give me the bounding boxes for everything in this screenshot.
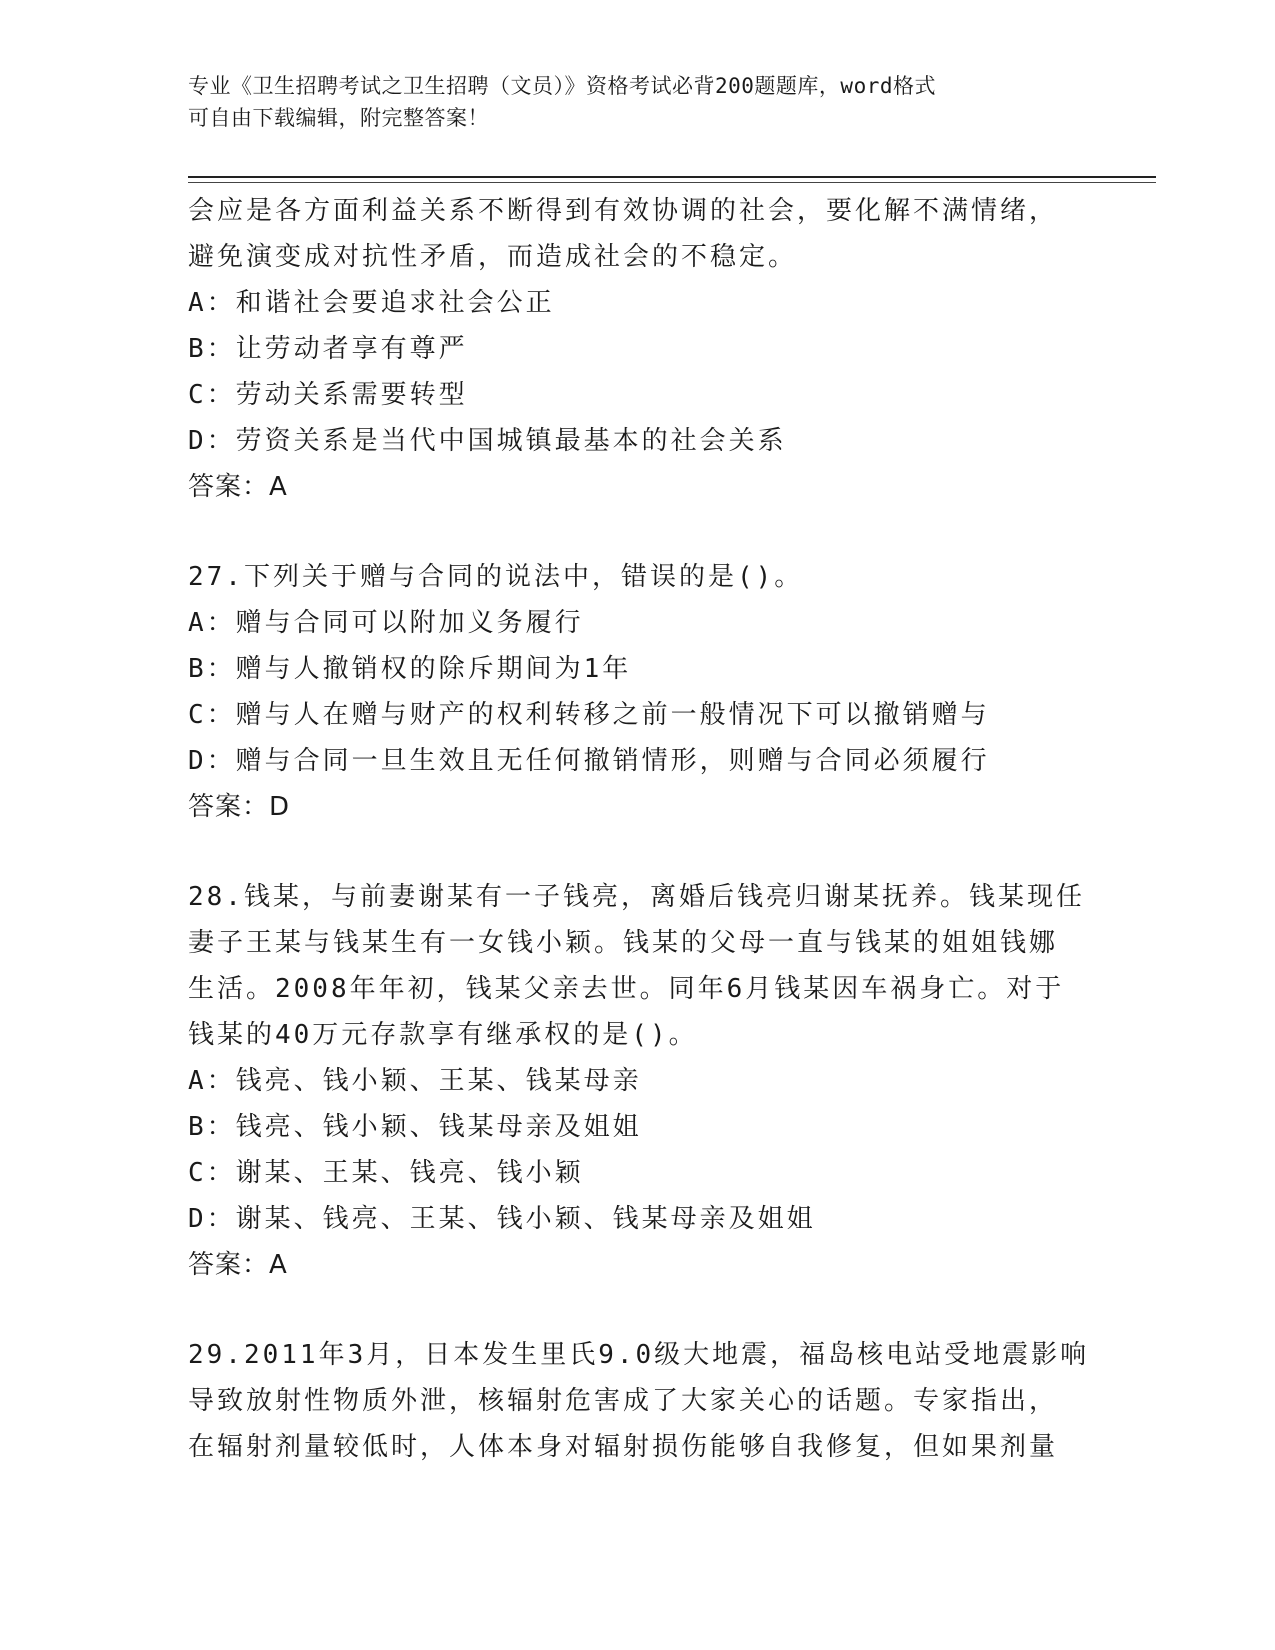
option-b: B：钱亮、钱小颖、钱某母亲及姐姐 (188, 1112, 642, 1142)
answer-label: 答案：D (188, 792, 291, 822)
question-stem-line: 生活。2008年年初，钱某父亲去世。同年6月钱某因车祸身亡。对于 (188, 974, 1065, 1004)
question-29 (188, 1332, 1148, 1470)
document-header (188, 70, 1088, 134)
question-stem-line: 在辐射剂量较低时，人体本身对辐射损伤能够自我修复，但如果剂量 (188, 1432, 1059, 1462)
option-d: D：赠与合同一旦生效且无任何撤销情形，则赠与合同必须履行 (188, 746, 990, 776)
option-b: B：赠与人撤销权的除斥期间为1年 (188, 654, 632, 684)
question-stem-line: 避免演变成对抗性矛盾，而造成社会的不稳定。 (188, 242, 798, 272)
option-a: A：钱亮、钱小颖、王某、钱某母亲 (188, 1066, 642, 1096)
option-b: B：让劳动者享有尊严 (188, 334, 468, 364)
answer-label: 答案：A (188, 1250, 288, 1280)
header-line-2: 可自由下载编辑，附完整答案！ (188, 106, 489, 130)
option-c: C：劳动关系需要转型 (188, 380, 468, 410)
header-line-1: 专业《卫生招聘考试之卫生招聘（文员）》资格考试必背200题题库，word格式 (188, 74, 936, 98)
option-d: D：劳资关系是当代中国城镇最基本的社会关系 (188, 426, 787, 456)
question-content (188, 188, 1148, 1470)
option-c: C：赠与人在赠与财产的权利转移之前一般情况下可以撤销赠与 (188, 700, 990, 730)
question-27 (188, 554, 1148, 830)
option-a: A：赠与合同可以附加义务履行 (188, 608, 584, 638)
question-stem-line: 钱某的40万元存款享有继承权的是()。 (188, 1020, 698, 1050)
option-d: D：谢某、钱亮、王某、钱小颖、钱某母亲及姐姐 (188, 1204, 816, 1234)
question-stem-line: 29.2011年3月，日本发生里氏9.0级大地震，福岛核电站受地震影响 (188, 1340, 1090, 1370)
question-stem-line: 导致放射性物质外泄，核辐射危害成了大家关心的话题。专家指出， (188, 1386, 1059, 1416)
option-c: C：谢某、王某、钱亮、钱小颖 (188, 1158, 584, 1188)
question-28 (188, 874, 1148, 1288)
question-stem-line: 28.钱某，与前妻谢某有一子钱亮，离婚后钱亮归谢某抚养。钱某现任 (188, 882, 1085, 912)
question-stem-line: 会应是各方面利益关系不断得到有效协调的社会，要化解不满情绪， (188, 196, 1059, 226)
header-divider-thin (188, 182, 1156, 183)
option-a: A：和谐社会要追求社会公正 (188, 288, 555, 318)
question-stem-line: 27.下列关于赠与合同的说法中，错误的是()。 (188, 562, 804, 592)
header-divider-thick (188, 176, 1156, 178)
question-26 (188, 188, 1148, 510)
answer-label: 答案：A (188, 472, 288, 502)
question-stem-line: 妻子王某与钱某生有一女钱小颖。钱某的父母一直与钱某的姐姐钱娜 (188, 928, 1059, 958)
